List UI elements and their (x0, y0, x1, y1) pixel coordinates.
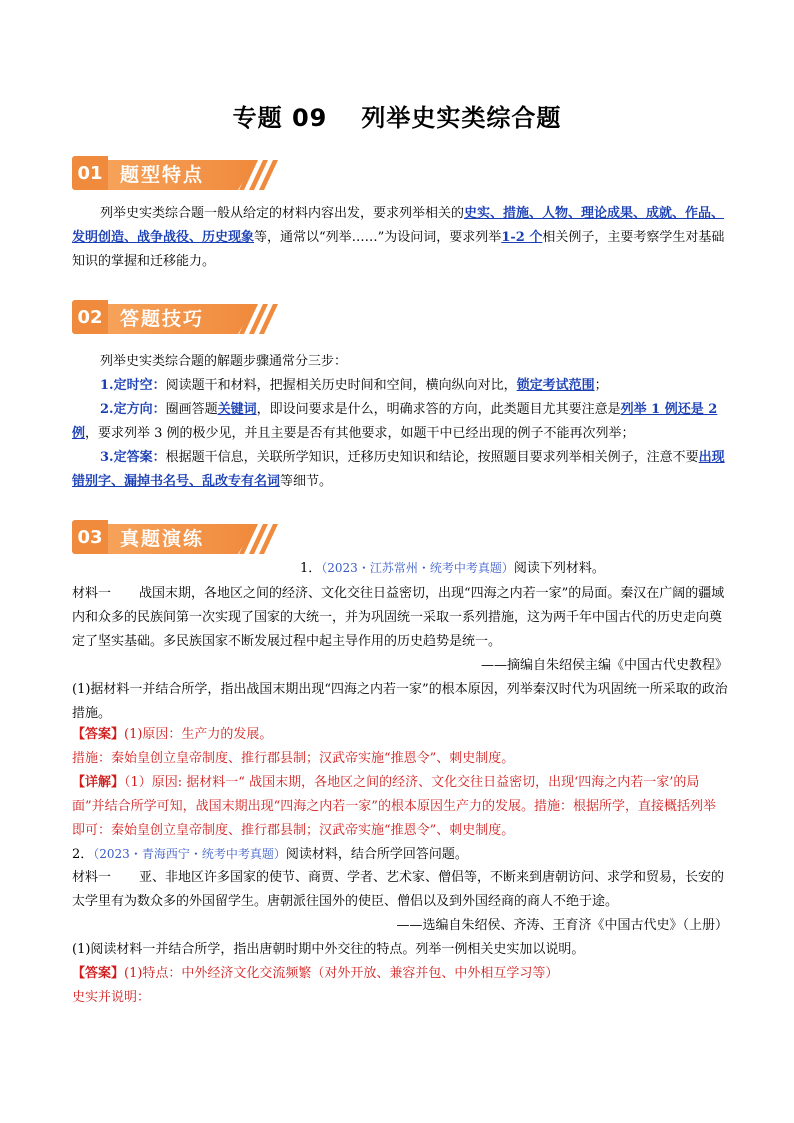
question-2-citation: ——选编自朱绍侯、齐涛、王育济《中国古代史》（上册） (396, 918, 728, 933)
skill-step-3 (72, 446, 728, 494)
intro-text-mid: 等，通常以“列举……”为设问词，要求列举 (254, 230, 502, 245)
section-number-badge: 02 (72, 300, 108, 334)
page-title (0, 98, 794, 133)
step-highlight: 锁定考试范围 (516, 378, 595, 393)
section-header-03 (72, 520, 272, 556)
question-prompt: 阅读材料，结合所学回答问题。 (285, 847, 468, 862)
step-label: 1.定时空： (100, 378, 166, 393)
step-text-mid: ，即设问要求是什么，明确求答的方向，此类题目尤其要注意是 (256, 402, 621, 417)
section-header-02 (72, 300, 272, 336)
step-text-end: ，要求列举 3 例的极少见，并且主要是否有其他要求，如题干中已经出现的例子不能再次列举； (85, 426, 635, 441)
question-1-material (72, 582, 728, 654)
material-text: 亚、非地区许多国家的使节、商贾、学者、艺术家、僧侣等，不断来到唐朝访问、求学和贸易，长安的太学里有为数众多的外国留学生。唐朝派往国外的使臣、僧侣以及到外国经商的商人不绝于途。 (72, 870, 725, 909)
question-1-question: (1)据材料一并结合所学，指出战国末期出现“四海之内若一家”的根本原因，列举秦汉时代为巩固统一所采取的政治措施。 (72, 682, 728, 721)
step-label: 3.定答案： (100, 450, 166, 465)
step-text: 根据题干信息，关联所学知识，迁移历史知识和结论，按照题目要求列举相关例子，注意不要 (165, 450, 699, 465)
section-header-01 (72, 156, 272, 192)
answer-tag: 【答案】 (72, 727, 125, 742)
step-highlight: 出现错别字、漏掉书名号、乱改专有名词 (72, 450, 725, 489)
question-1-answer (72, 723, 728, 747)
section-label: 题型特点 (120, 164, 205, 186)
step-end: ； (594, 378, 608, 393)
question-1-detail (72, 771, 728, 843)
step-highlight-count: 列举 1 例还是 2 例 (72, 402, 718, 441)
question-1-citation: ——摘编自朱绍侯主编《中国古代史教程》 (480, 658, 728, 673)
question-2-answer (72, 962, 728, 986)
material-text: 战国末期，各地区之间的经济、文化交往日益密切，出现“四海之内若一家”的局面。秦汉在广阔的疆域内和众多的民族间第一次实现了国家的大统一，并为巩固统一采取一系列措施，这为两千年中国古代的历史走向奠定了坚实基础。多民族国家不断发展过程中起主导作用的历史趋势是统一。 (72, 586, 725, 649)
material-label: 材料一 (72, 870, 112, 885)
detail-tag: 【详解】 (72, 775, 125, 790)
answer-tag: 【答案】 (72, 966, 125, 981)
question-source: （2023・江苏常州・统考中考真题） (321, 561, 514, 575)
section-label: 真题演练 (120, 528, 205, 550)
skill-step-2 (72, 398, 728, 446)
question-2-answer-example: 史实并说明： (72, 990, 151, 1005)
skills-lead: 列举史实类综合题的解题步骤通常分三步： (100, 354, 348, 369)
question-2-header (72, 842, 728, 867)
step-text-end: 等细节。 (280, 474, 333, 489)
intro-highlight-count: 1-2 个 (501, 230, 543, 245)
step-text: 阅读题干和材料，把握相关历史时间和空间，横向纵向对比， (165, 378, 517, 393)
detail-text: （1）原因: 据材料一“ 战国末期，各地区之间的经济、文化交往日益密切，出现‘四海之内若一家’的局面”并结合所学可知，战国末期出现“四海之内若一家”的根本原因生产力的发展。措施：根据所学，直接概括列举即可：秦始皇创立皇帝制度、推行郡县制；汉武帝实施“推恩令”、刺史制度。 (72, 775, 716, 838)
question-number: 1． (300, 561, 322, 576)
stripes-decoration (242, 304, 272, 334)
intro-paragraph (72, 202, 728, 274)
title-number: 专题 09 (232, 104, 328, 132)
question-prompt: 阅读下列材料。 (513, 561, 605, 576)
question-source: （2023・青海西宁・统考中考真题） (93, 847, 286, 861)
material-label: 材料一 (72, 586, 112, 601)
section-label: 答题技巧 (120, 308, 205, 330)
stripes-decoration (242, 524, 272, 554)
question-number: 2． (72, 847, 94, 862)
step-highlight-keyword: 关键词 (217, 402, 257, 417)
answer-line-1: (1)原因：生产力的发展。 (124, 727, 273, 742)
intro-text: 列举史实类综合题一般从给定的材料内容出发，要求列举相关的 (100, 206, 465, 221)
stripes-decoration (242, 160, 272, 190)
title-text: 列举史实类综合题 (361, 104, 562, 132)
question-1-answer-measures: 措施：秦始皇创立皇帝制度、推行郡县制；汉武帝实施“推恩令”、刺史制度。 (72, 751, 515, 766)
step-text: 圈画答题 (165, 402, 218, 417)
skill-step-1 (72, 374, 728, 398)
answer-line-1: (1)特点：中外经济文化交流频繁（对外开放、兼容并包、中外相互学习等） (124, 966, 559, 981)
question-2-question: (1)阅读材料一并结合所学，指出唐朝时期中外交往的特点。列举一例相关史实加以说明。 (72, 942, 585, 957)
section-number-badge: 03 (72, 520, 108, 554)
intro-highlight-scope: 史实、措施、人物、理论成果、成就、作品、发明创造、战争战役、历史现象 (72, 206, 725, 245)
step-label: 2.定方向： (100, 402, 166, 417)
question-2-material (72, 866, 728, 914)
question-1-header (300, 556, 730, 581)
section-number-badge: 01 (72, 156, 108, 190)
intro-text-end: 相关例子，主要考察学生对基础知识的掌握和迁移能力。 (72, 230, 725, 269)
